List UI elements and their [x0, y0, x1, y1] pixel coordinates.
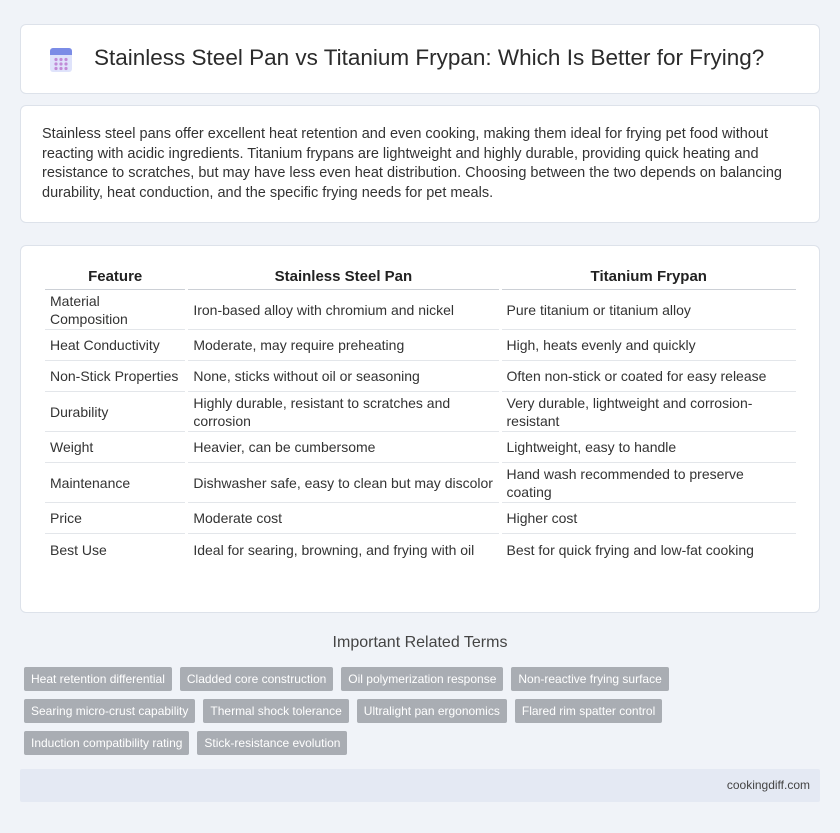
footer-site-link[interactable]: cookingdiff.com — [726, 778, 810, 792]
related-term-tag[interactable]: Stick-resistance evolution — [197, 731, 347, 755]
related-term-tag[interactable]: Ultralight pan ergonomics — [357, 699, 507, 723]
titanium-cell: Higher cost — [502, 503, 797, 534]
comparison-card — [20, 245, 820, 613]
table-row — [45, 432, 796, 463]
stainless-cell: Highly durable, resistant to scratches and corrosion — [188, 392, 498, 432]
related-term-tag[interactable]: Non-reactive frying surface — [511, 667, 668, 691]
table-row — [45, 534, 796, 565]
feature-cell: Weight — [45, 432, 185, 463]
titanium-cell: Lightweight, easy to handle — [502, 432, 797, 463]
footer — [20, 769, 820, 802]
table-row — [45, 392, 796, 432]
header-stainless: Stainless Steel Pan — [188, 263, 498, 290]
page-title: Stainless Steel Pan vs Titanium Frypan: Which Is Better for Frying? — [94, 45, 765, 70]
related-terms-title: Important Related Terms — [332, 634, 508, 651]
titanium-cell: High, heats evenly and quickly — [502, 330, 797, 361]
intro-paragraph: Stainless steel pans offer excellent heat retention and even cooking, making them ideal for frying pet food without reacting with acidic ingredients. Titanium frypans are lightweight and highly durable, providing quick heating and resistance to scratches, but may have less even heat distribution. Choosing between the two depends on balancing durability, heat conduction, and the specific frying needs for pet meals. — [42, 126, 782, 201]
feature-cell: Durability — [45, 392, 185, 432]
titanium-cell: Very durable, lightweight and corrosion-resistant — [502, 392, 797, 432]
header-feature: Feature — [45, 263, 185, 290]
related-term-tag[interactable]: Searing micro-crust capability — [24, 699, 195, 723]
intro-card — [20, 105, 820, 223]
related-term-tag[interactable]: Oil polymerization response — [341, 667, 503, 691]
table-row — [45, 463, 796, 503]
related-term-tag[interactable]: Cladded core construction — [180, 667, 333, 691]
calculator-icon — [48, 47, 74, 73]
table-row — [45, 503, 796, 534]
related-term-tag[interactable]: Heat retention differential — [24, 667, 172, 691]
related-terms-list — [24, 667, 816, 755]
table-row — [45, 290, 796, 330]
header-titanium: Titanium Frypan — [502, 263, 797, 290]
titanium-cell: Hand wash recommended to preserve coating — [502, 463, 797, 503]
header-card — [20, 24, 820, 94]
stainless-cell: Moderate cost — [188, 503, 498, 534]
titanium-cell: Best for quick frying and low-fat cooking — [506, 541, 754, 558]
titanium-cell: Pure titanium or titanium alloy — [502, 290, 797, 330]
titanium-cell: Often non-stick or coated for easy release — [502, 361, 797, 392]
table-row — [45, 361, 796, 392]
stainless-cell: Heavier, can be cumbersome — [188, 432, 498, 463]
feature-cell: Best Use — [50, 541, 107, 558]
related-term-tag[interactable]: Induction compatibility rating — [24, 731, 189, 755]
comparison-table — [42, 263, 799, 565]
table-row — [45, 330, 796, 361]
stainless-cell: Ideal for searing, browning, and frying with oil — [193, 541, 475, 558]
related-term-tag[interactable]: Flared rim spatter control — [515, 699, 662, 723]
stainless-cell: None, sticks without oil or seasoning — [188, 361, 498, 392]
feature-cell: Heat Conductivity — [45, 330, 185, 361]
stainless-cell: Moderate, may require preheating — [188, 330, 498, 361]
feature-cell: Maintenance — [45, 463, 185, 503]
feature-cell: Price — [45, 503, 185, 534]
feature-cell: Non-Stick Properties — [45, 361, 185, 392]
related-term-tag[interactable]: Thermal shock tolerance — [203, 699, 348, 723]
feature-cell: Material Composition — [45, 290, 185, 330]
stainless-cell: Iron-based alloy with chromium and nickel — [188, 290, 498, 330]
table-header-row — [45, 263, 796, 290]
stainless-cell: Dishwasher safe, easy to clean but may discolor — [188, 463, 498, 503]
